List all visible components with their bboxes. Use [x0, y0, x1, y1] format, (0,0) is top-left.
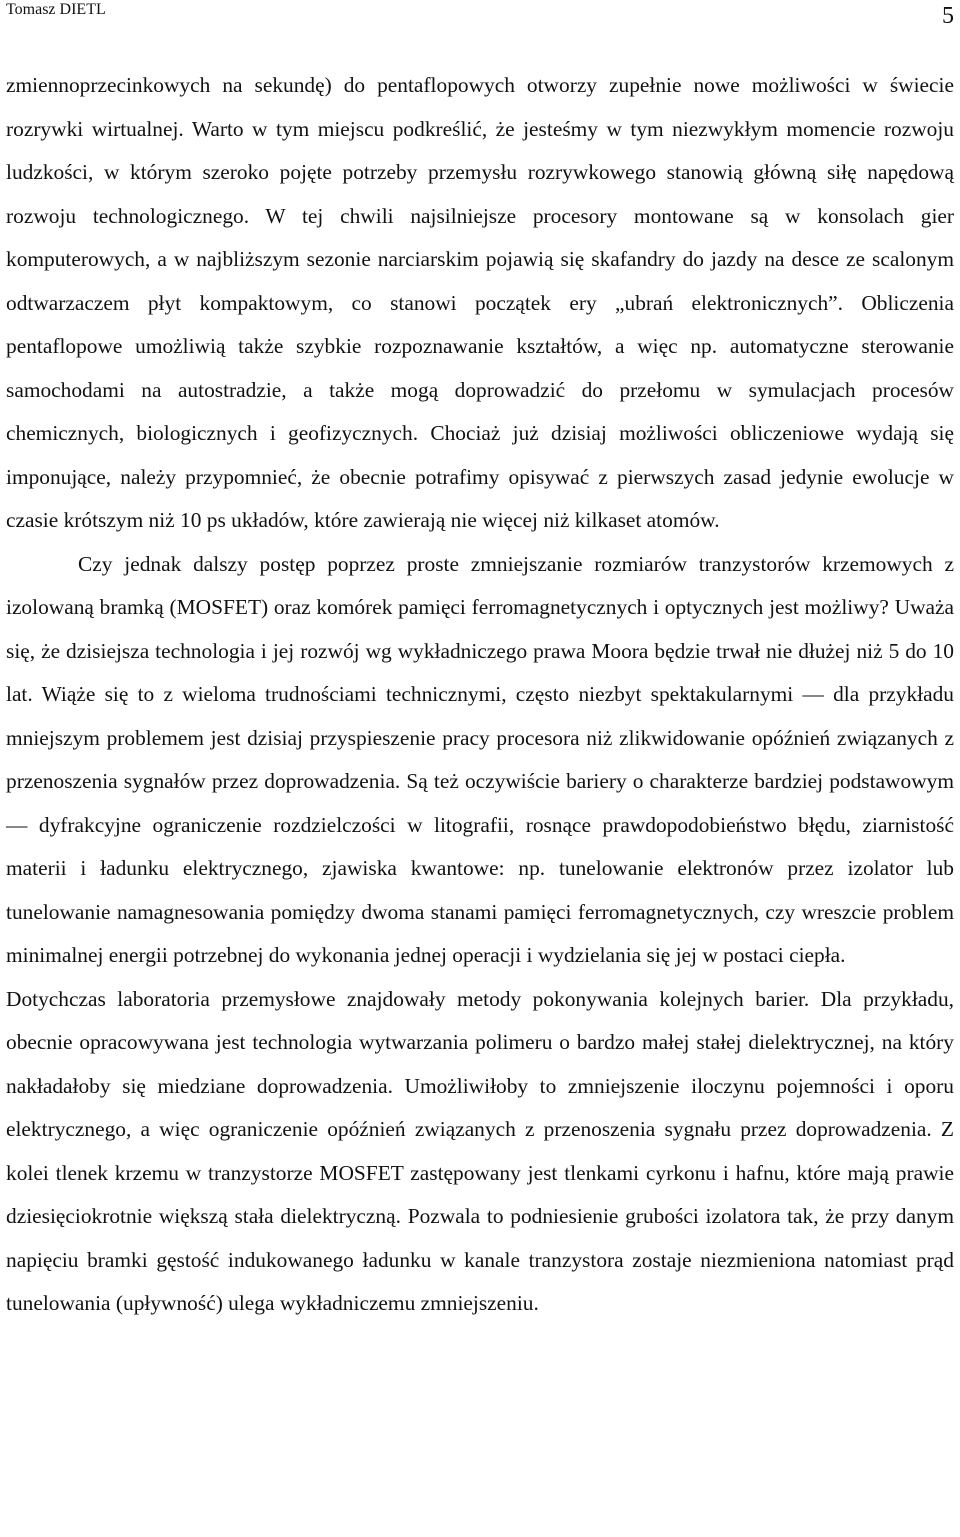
paragraph-continuation: zmiennoprzecinkowych na sekundę) do pentaflopowych otworzy zupełnie nowe możliwości w świecie rozrywki wirtualnej. Warto w tym miejscu podkreślić, że jesteśmy w tym niezwykłym momencie rozwoju ludzkości, w którym szeroko pojęte potrzeby przemysłu rozrywkowego stanowią główną siłę napędową rozwoju technologicznego. W tej chwili najsilniejsze procesory montowane są w konsolach gier komputerowych, a w najbliższym sezonie narciarskim pojawią się skafandry do jazdy na desce ze scalonym odtwarzaczem płyt kompaktowym, co stanowi początek ery „ubrań elektronicznych”. Obliczenia pentaflopowe umożliwią także szybkie rozpoznawanie kształtów, a więc np. automatyczne sterowanie samochodami na autostradzie, a także mogą doprowadzić do przełomu w symulacjach procesów chemicznych, biologicznych i geofizycznych. Chociaż już dzisiaj możliwości obliczeniowe wydają się imponujące, należy przypomnieć, że obecnie potrafimy opisywać z pierwszych zasad jedynie ewolucje w czasie krótszym niż 10 ps układów, które zawierają nie więcej niż kilkaset atomów. [6, 73, 954, 532]
page-number: 5 [942, 3, 954, 29]
body-text [6, 64, 954, 1326]
paragraph-mosfet-limits: Czy jednak dalszy postęp poprzez proste zmniejszanie rozmiarów tranzystorów krzemowych z izolowaną bramką (MOSFET) oraz komórek pamięci ferromagnetycznych i optycznych jest możliwy? Uważa się, że dzisiejsza technologia i jej rozwój wg wykładniczego prawa Moora będzie trwał nie dłużej niż 5 do 10 lat. Wiąże się to z wieloma trudnościami technicznymi, często niezbyt spektakularnymi — dla przykładu mniejszym problemem jest dzisiaj przyspieszenie pracy procesora niż zlikwidowanie opóźnień związanych z przenoszenia sygnałów przez doprowadzenia. Są też oczywiście bariery o charakterze bardziej podstawowym — dyfrakcyjne ograniczenie rozdzielczości w litografii, rosnące prawdopodobieństwo błędu, ziarnistość materii i ładunku elektrycznego, zjawiska kwantowe: np. tunelowanie elektronów przez izolator lub tunelowanie namagnesowania pomiędzy dwoma stanami pamięci ferromagnetycznych, czy wreszcie problem minimalnej energii potrzebnej do wykonania jednej operacji i wydzielania się jej w postaci ciepła. [6, 551, 954, 967]
paragraph-industry-methods: Dotychczas laboratoria przemysłowe znajdowały metody pokonywania kolejnych barier. Dla przykładu, obecnie opracowywana jest technologia wytwarzania polimeru o bardzo małej stałej dielektrycznej, na który nakładałoby się miedziane doprowadzenia. Umożliwiłoby to zmniejszenie iloczynu pojemności i oporu elektrycznego, a więc ograniczenie opóźnień związanych z przenoszenia sygnału przez doprowadzenia. Z kolei tlenek krzemu w tranzystorze MOSFET zastępowany jest tlenkami cyrkonu i hafnu, które mają prawie dziesięciokrotnie większą stała dielektryczną. Pozwala to podniesienie grubości izolatora tak, że przy danym napięciu bramki gęstość indukowanego ładunku w kanale tranzystora zostaje niezmieniona natomiast prąd tunelowania (upływność) ulega wykładniczemu zmniejszeniu. [6, 986, 954, 1315]
running-head-author: Tomasz DIETL [6, 1, 106, 18]
